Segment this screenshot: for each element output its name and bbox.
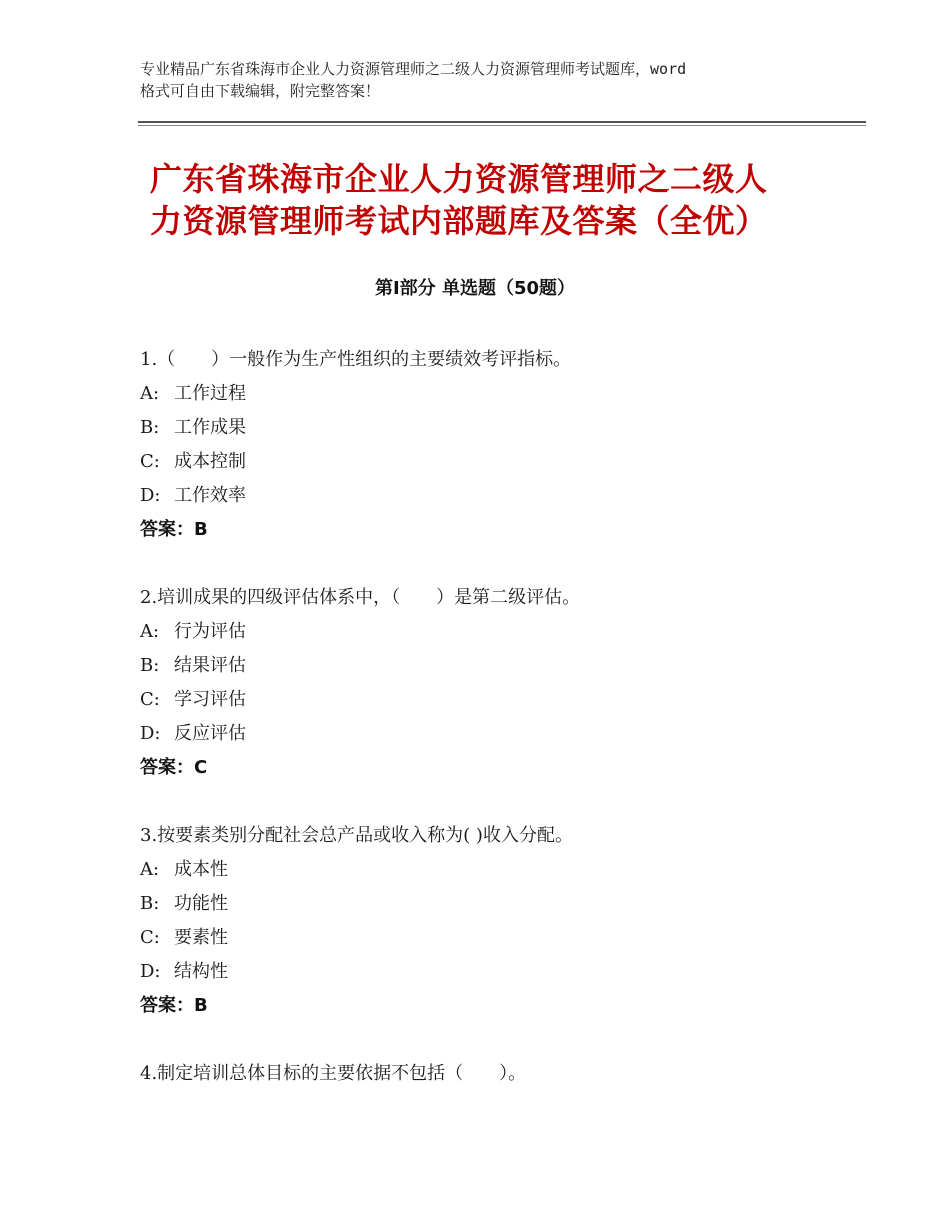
question-3 (140, 819, 860, 1023)
option-b (140, 887, 860, 921)
option-letter: D: (140, 723, 161, 744)
document-title (150, 158, 850, 242)
answer-label: 答案：C (140, 757, 208, 778)
question-list (140, 343, 860, 1125)
option-a (140, 615, 860, 649)
option-letter: B: (140, 417, 160, 438)
option-letter: D: (140, 485, 161, 506)
question-1 (140, 343, 860, 547)
option-letter: D: (140, 961, 161, 982)
question-stem: 3.按要素类别分配社会总产品或收入称为( )收入分配。 (140, 825, 573, 846)
option-letter: C: (140, 451, 160, 472)
option-text: 反应评估 (174, 723, 246, 744)
option-c (140, 683, 860, 717)
option-letter: A: (140, 383, 160, 404)
option-letter: C: (140, 927, 160, 948)
document-title-line-2: 力资源管理师考试内部题库及答案（全优） (150, 202, 768, 240)
option-b (140, 649, 860, 683)
option-text: 成本控制 (174, 451, 246, 472)
option-d (140, 479, 860, 513)
question-stem: 2.培训成果的四级评估体系中，（ ）是第二级评估。 (140, 587, 581, 608)
question-2 (140, 581, 860, 785)
option-text: 学习评估 (174, 689, 246, 710)
option-text: 成本性 (174, 859, 228, 880)
question-stem: 4.制定培训总体目标的主要依据不包括（ ）。 (140, 1063, 527, 1084)
answer-label: 答案：B (140, 995, 208, 1016)
answer-label: 答案：B (140, 519, 208, 540)
option-c (140, 921, 860, 955)
section-heading: 第Ⅰ部分 单选题（50题） (374, 278, 575, 299)
option-d (140, 717, 860, 751)
option-a (140, 853, 860, 887)
option-text: 工作过程 (174, 383, 246, 404)
option-text: 结果评估 (174, 655, 246, 676)
option-text: 功能性 (174, 893, 228, 914)
document-title-line-1: 广东省珠海市企业人力资源管理师之二级人 (150, 160, 768, 198)
option-letter: B: (140, 893, 160, 914)
option-text: 工作效率 (174, 485, 246, 506)
option-text: 结构性 (174, 961, 228, 982)
option-letter: B: (140, 655, 160, 676)
header-divider (138, 121, 866, 123)
option-letter: C: (140, 689, 160, 710)
question-stem: 1.（ ）一般作为生产性组织的主要绩效考评指标。 (140, 349, 572, 370)
header-divider-thin (138, 125, 866, 126)
option-text: 行为评估 (174, 621, 246, 642)
option-letter: A: (140, 859, 160, 880)
header-note-line-2: 格式可自由下载编辑，附完整答案！ (140, 82, 381, 100)
option-a (140, 377, 860, 411)
option-d (140, 955, 860, 989)
option-text: 工作成果 (174, 417, 246, 438)
header-note (140, 58, 830, 102)
header-note-line-1: 专业精品广东省珠海市企业人力资源管理师之二级人力资源管理师考试题库，word (140, 60, 687, 78)
option-letter: A: (140, 621, 160, 642)
option-c (140, 445, 860, 479)
option-b (140, 411, 860, 445)
question-4 (140, 1057, 860, 1091)
option-text: 要素性 (174, 927, 228, 948)
